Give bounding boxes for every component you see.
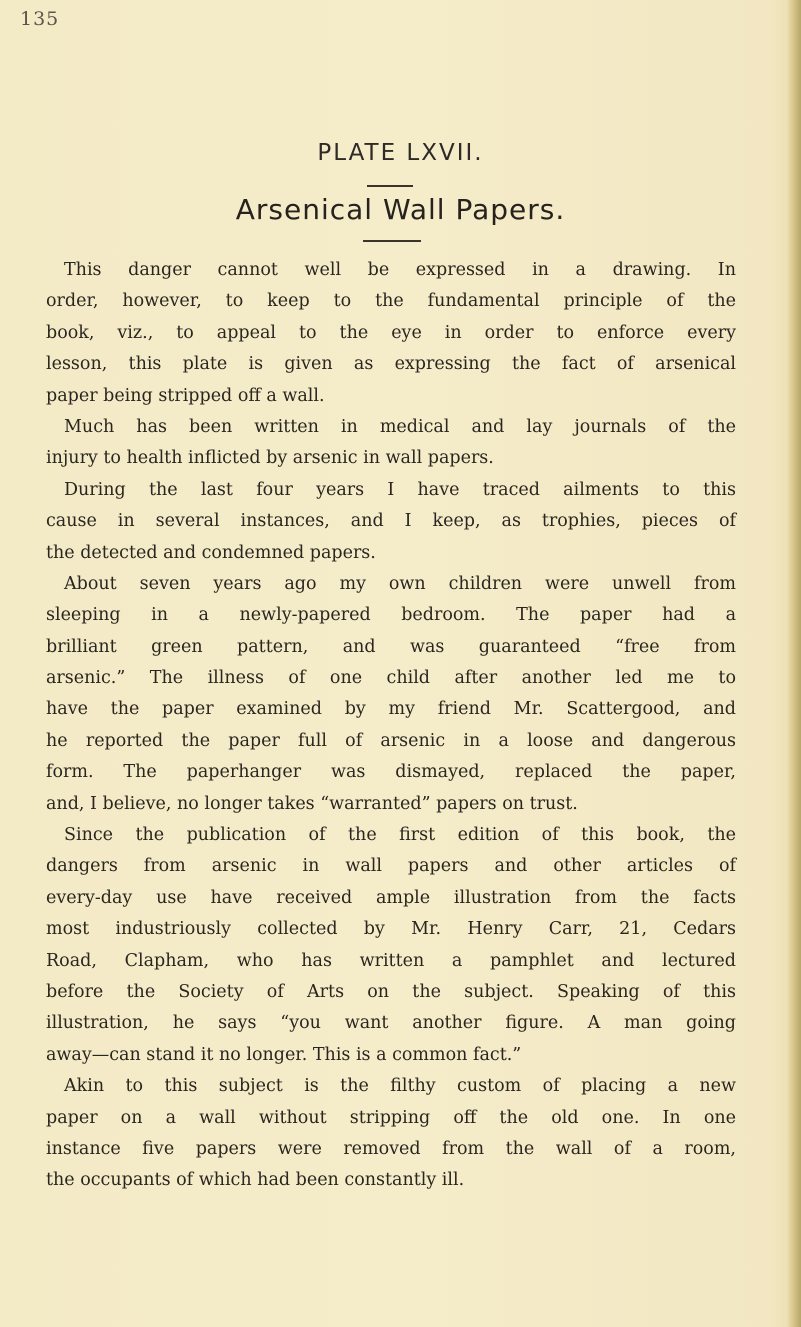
text-line: Much has been written in medical and lay journals of the bbox=[64, 416, 736, 437]
text-line: cause in several instances, and I keep, as trophies, pieces of bbox=[46, 511, 736, 532]
text-line: instance five papers were removed from the wall of a room, bbox=[46, 1138, 736, 1159]
text-line: the occupants of which had been constantly ill. bbox=[46, 1170, 465, 1191]
text-line: have the paper examined by my friend Mr. Scattergood, and bbox=[46, 699, 736, 720]
text-line: About seven years ago my own children were unwell from bbox=[64, 573, 736, 594]
heading-rule-bottom bbox=[363, 240, 421, 242]
text-line: form. The paperhanger was dismayed, replaced the paper, bbox=[46, 762, 736, 783]
text-line: Akin to this subject is the filthy custom of placing a new bbox=[64, 1076, 736, 1097]
text-line: illustration, he says “you want another figure. A man going bbox=[46, 1013, 736, 1034]
text-line: order, however, to keep to the fundamental principle of the bbox=[46, 291, 736, 312]
text-line: arsenic.” The illness of one child after another led me to bbox=[46, 668, 736, 689]
text-line: paper on a wall without stripping off the old one. In one bbox=[46, 1107, 736, 1128]
text-line: and, I believe, no longer takes “warranted” papers on trust. bbox=[46, 793, 578, 814]
text-line: This danger cannot well be expressed in a drawing. In bbox=[64, 260, 736, 280]
text-line: the detected and condemned papers. bbox=[46, 542, 376, 563]
plate-heading: PLATE LXVII. bbox=[317, 140, 484, 166]
page-title: Arsenical Wall Papers. bbox=[235, 193, 566, 226]
text-line: Since the publication of the first edition of this book, the bbox=[64, 825, 736, 846]
text-line: injury to health inflicted by arsenic in wall papers. bbox=[46, 448, 494, 469]
text-line: he reported the paper full of arsenic in a loose and dangerous bbox=[46, 730, 736, 751]
text-line: most industriously collected by Mr. Henry Carr, 21, Cedars bbox=[46, 919, 736, 940]
heading-rule-top bbox=[367, 185, 413, 187]
text-line: sleeping in a newly-papered bedroom. The paper had a bbox=[46, 605, 736, 626]
body-text bbox=[46, 255, 736, 1197]
text-line: lesson, this plate is given as expressing the fact of arsenical bbox=[46, 354, 736, 375]
text-line: every-day use have received ample illustration from the facts bbox=[46, 887, 736, 908]
text-line: During the last four years I have traced ailments to this bbox=[64, 479, 736, 500]
text-line: brilliant green pattern, and was guaranteed “free from bbox=[46, 636, 736, 657]
text-line: away—can stand it no longer. This is a common fact.” bbox=[46, 1044, 522, 1065]
text-line: dangers from arsenic in wall papers and other articles of bbox=[46, 856, 736, 877]
text-line: paper being stripped off a wall. bbox=[46, 385, 325, 406]
text-line: before the Society of Arts on the subject. Speaking of this bbox=[46, 981, 736, 1002]
page-number: 135 bbox=[20, 8, 60, 30]
text-line: book, viz., to appeal to the eye in order to enforce every bbox=[46, 322, 736, 343]
text-line: Road, Clapham, who has written a pamphlet and lectured bbox=[46, 950, 736, 971]
